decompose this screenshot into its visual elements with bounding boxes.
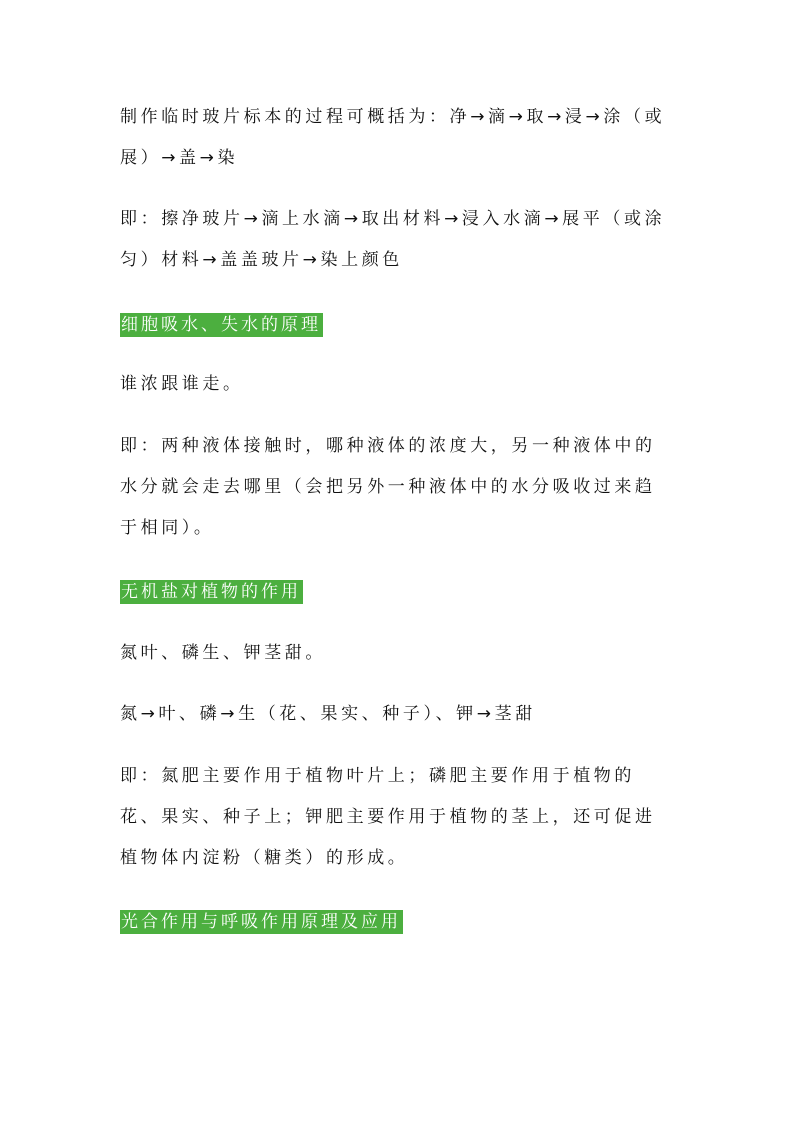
paragraph-osmosis-detail: 即：两种液体接触时，哪种液体的浓度大，另一种液体中的水分就会走去哪里（会把另外一种液体中的水分吸收过来趋于相同）。: [120, 436, 656, 538]
paragraph-minerals-mapping: 氮→叶、磷→生（花、果实、种子）、钾→茎甜: [120, 704, 536, 724]
paragraph-osmosis-rule: 谁浓跟谁走。: [120, 374, 244, 394]
heading-highlight: 光合作用与呼吸作用原理及应用: [121, 912, 401, 932]
heading-highlight: 无机盐对植物的作用: [121, 582, 301, 602]
section-heading-minerals: [120, 580, 303, 604]
heading-highlight: 细胞吸水、失水的原理: [121, 315, 321, 335]
paragraph-minerals-detail: 即：氮肥主要作用于植物叶片上；磷肥主要作用于植物的花、果实、种子上；钾肥主要作用于植物的茎上，还可促进植物体内淀粉（糖类）的形成。: [120, 766, 656, 868]
paragraph-slide-steps: 制作临时玻片标本的过程可概括为：净→滴→取→浸→涂（或展）→盖→染: [120, 107, 666, 168]
paragraph-minerals-mnemonic: 氮叶、磷生、钾茎甜。: [120, 643, 326, 663]
paragraph-slide-steps-detail: 即：擦净玻片→滴上水滴→取出材料→浸入水滴→展平（或涂匀）材料→盖盖玻片→染上颜色: [120, 209, 666, 270]
section-heading-photosynthesis: [120, 910, 403, 934]
section-heading-osmosis: [120, 313, 323, 337]
